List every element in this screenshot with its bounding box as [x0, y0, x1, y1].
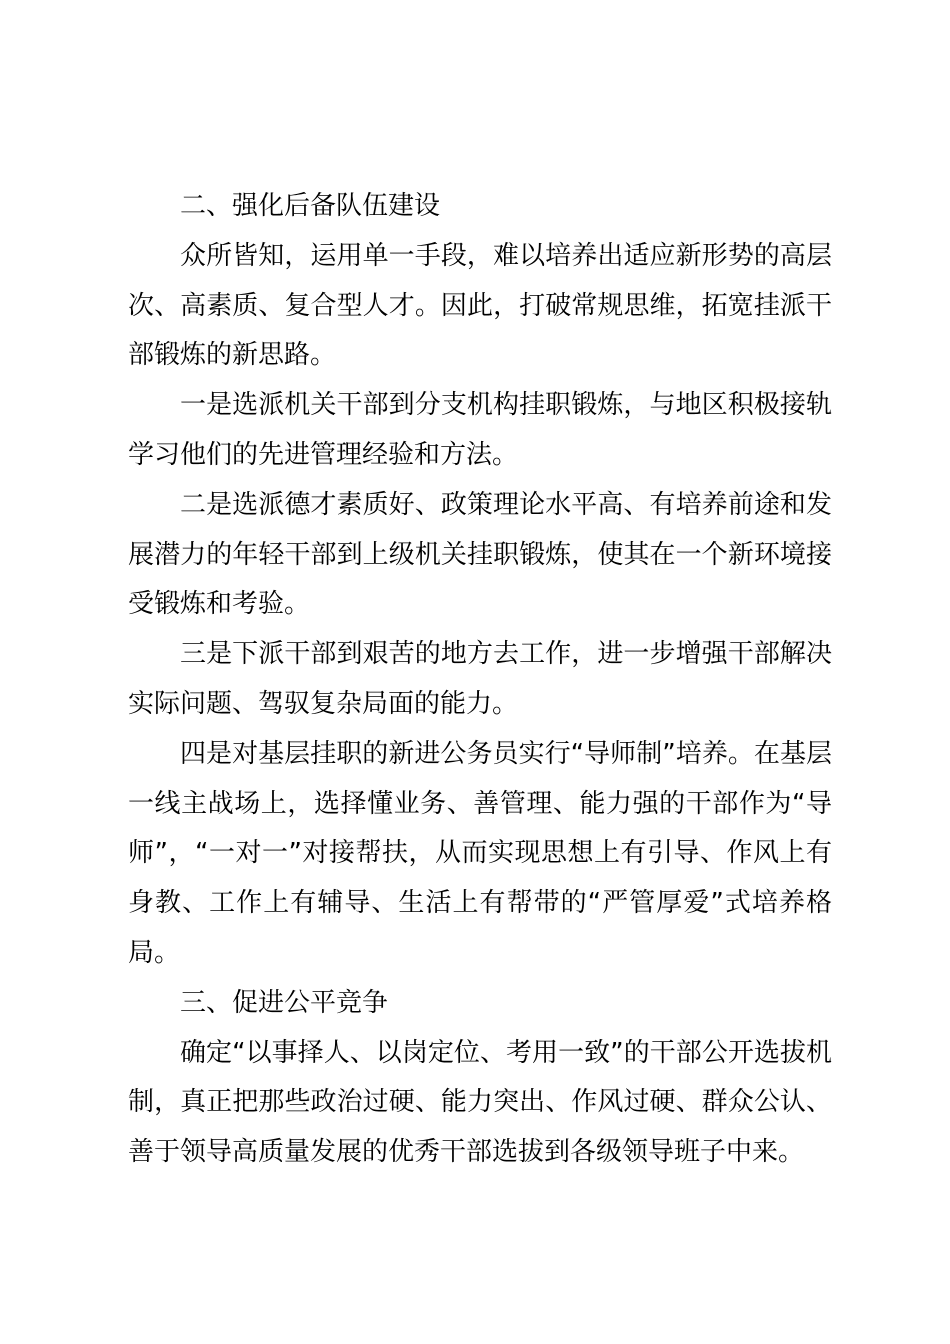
paragraph-point-3: 三是下派干部到艰苦的地方去工作，进一步增强干部解决实际问题、驾驭复杂局面的能力。 [128, 639, 832, 719]
section-heading-3: 三、促进公平竞争 [180, 987, 389, 1018]
paragraph-point-1: 一是选派机关干部到分支机构挂职锻炼，与地区积极接轨学习他们的先进管理经验和方法。 [128, 390, 832, 470]
paragraph-intro: 众所皆知，运用单一手段，难以培养出适应新形势的高层次、高素质、复合型人才。因此，打破常规思维，拓宽挂派干部锻炼的新思路。 [128, 240, 832, 371]
section-heading-2: 二、强化后备队伍建设 [180, 191, 441, 221]
paragraph-point-4: 四是对基层挂职的新进公务员实行“导师制”培养。在基层一线主战场上，选择懂业务、善管理、能力强的干部作为“导师”，“一对一”对接帮扶，从而实现思想上有引导、作风上有身教、工作上有辅导、生活上有帮带的“严管厚爱”式培养格局。 [128, 738, 832, 968]
document-body [128, 182, 832, 1178]
paragraph-selection-mechanism: 确定“以事择人、以岗定位、考用一致”的干部公开选拔机制，真正把那些政治过硬、能力突出、作风过硬、群众公认、善于领导高质量发展的优秀干部选拔到各级领导班子中来。 [128, 1037, 832, 1168]
paragraph-point-2: 二是选派德才素质好、政策理论水平高、有培养前途和发展潜力的年轻干部到上级机关挂职锻炼，使其在一个新环境接受锻炼和考验。 [128, 489, 832, 620]
